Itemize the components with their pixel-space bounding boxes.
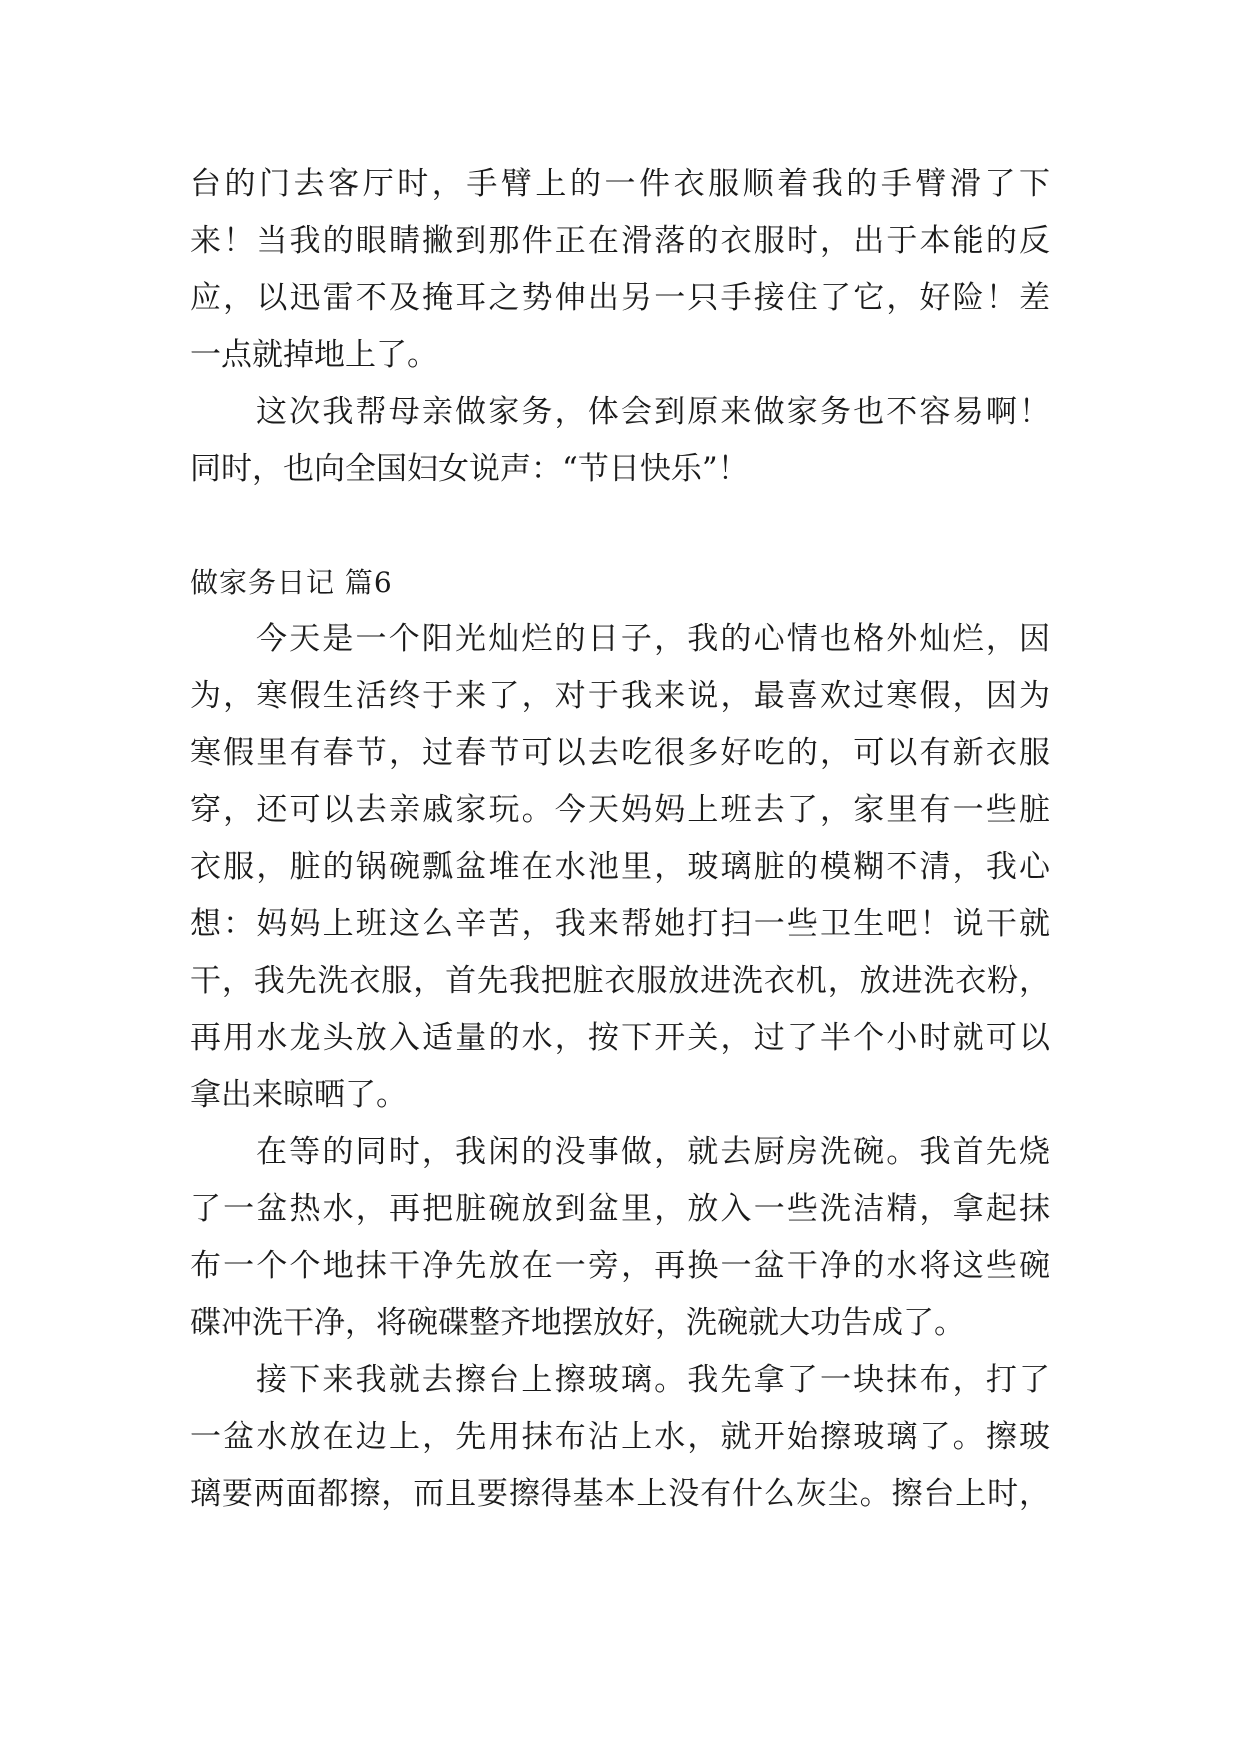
text-line: 再用水龙头放入适量的水，按下开关，过了半个小时就可以 [190, 1020, 1050, 1056]
text-line: 璃要两面都擦，而且要擦得基本上没有什么灰尘。擦台上时， [190, 1476, 1050, 1512]
text-line: 来！当我的眼睛撇到那件正在滑落的衣服时，出于本能的反 [190, 223, 1050, 259]
text-line: 同时，也向全国妇女说声：“节日快乐”！ [190, 451, 749, 487]
paragraph [190, 1124, 1050, 1352]
text-line: 在等的同时，我闲的没事做，就去厨房洗碗。我首先烧 [256, 1134, 1050, 1170]
text-line: 干，我先洗衣服，首先我把脏衣服放进洗衣机，放进洗衣粉， [190, 963, 1050, 999]
text-line: 想：妈妈上班这么辛苦，我来帮她打扫一些卫生吧！说干就 [190, 906, 1050, 942]
text-line: 接下来我就去擦台上擦玻璃。我先拿了一块抹布，打了 [256, 1362, 1050, 1398]
paragraph [190, 611, 1050, 1124]
text-line: 布一个个地抹干净先放在一旁，再换一盆干净的水将这些碗 [190, 1248, 1050, 1284]
text-line: 碟冲洗干净，将碗碟整齐地摆放好，洗碗就大功告成了。 [190, 1305, 965, 1341]
text-line: 寒假里有春节，过春节可以去吃很多好吃的，可以有新衣服 [190, 735, 1050, 771]
text-line: 为，寒假生活终于来了，对于我来说，最喜欢过寒假，因为 [190, 678, 1050, 714]
paragraph [190, 384, 1050, 498]
text-line: 今天是一个阳光灿烂的日子，我的心情也格外灿烂，因 [256, 621, 1050, 657]
document-body [190, 156, 1050, 1523]
text-line: 应，以迅雷不及掩耳之势伸出另一只手接住了它，好险！差 [190, 280, 1050, 316]
text-line: 台的门去客厅时，手臂上的一件衣服顺着我的手臂滑了下 [190, 166, 1050, 202]
text-line: 了一盆热水，再把脏碗放到盆里，放入一些洗洁精，拿起抹 [190, 1191, 1050, 1227]
text-line: 一点就掉地上了。 [190, 337, 438, 373]
text-line: 拿出来晾晒了。 [190, 1077, 407, 1113]
section-heading: 做家务日记 篇6 [190, 566, 393, 599]
paragraph [190, 156, 1050, 384]
section-spacer [190, 498, 1050, 554]
text-line: 衣服，脏的锅碗瓢盆堆在水池里，玻璃脏的模糊不清，我心 [190, 849, 1050, 885]
text-line: 一盆水放在边上，先用抹布沾上水，就开始擦玻璃了。擦玻 [190, 1419, 1050, 1455]
paragraph [190, 1352, 1050, 1523]
text-line: 这次我帮母亲做家务，体会到原来做家务也不容易啊！ [256, 394, 1050, 430]
text-line: 穿，还可以去亲戚家玩。今天妈妈上班去了，家里有一些脏 [190, 792, 1050, 828]
